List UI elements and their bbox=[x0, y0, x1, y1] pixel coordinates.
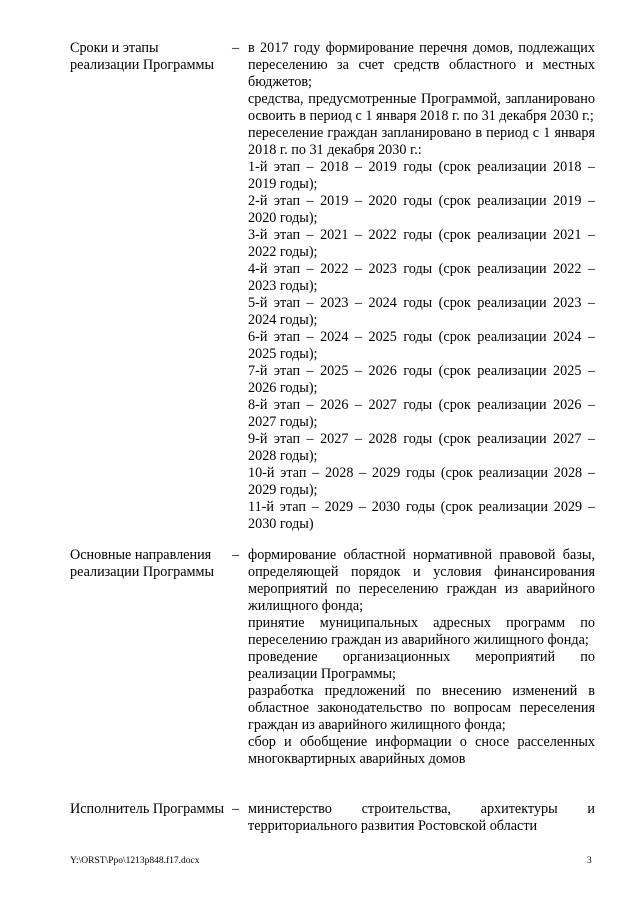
page-number: 3 bbox=[587, 856, 592, 866]
paragraph: разработка предложений по внесению изменений в областное законодательство по вопросам переселения граждан из аварийного жилищного фонда; bbox=[248, 683, 595, 733]
stage-item: 3-й этап – 2021 – 2022 годы (срок реализации 2021 – 2022 годы); bbox=[248, 227, 595, 260]
section-dash: – bbox=[232, 40, 240, 56]
paragraph: принятие муниципальных адресных программ по переселению граждан из аварийного жилищного фонда; bbox=[248, 615, 595, 648]
section-content bbox=[248, 801, 595, 835]
stage-item: 5-й этап – 2023 – 2024 годы (срок реализации 2023 – 2024 годы); bbox=[248, 295, 595, 328]
stage-item: 11-й этап – 2029 – 2030 годы (срок реализации 2029 – 2030 годы) bbox=[248, 499, 595, 532]
section-dash: – bbox=[232, 547, 240, 563]
stage-item: 8-й этап – 2026 – 2027 годы (срок реализации 2026 – 2027 годы); bbox=[248, 397, 595, 430]
stage-item: 1-й этап – 2018 – 2019 годы (срок реализации 2018 – 2019 годы); bbox=[248, 159, 595, 192]
paragraph: сбор и обобщение информации о сносе расселенных многоквартирных аварийных домов bbox=[248, 734, 595, 767]
section-content bbox=[248, 547, 595, 768]
section-label: Исполнитель Программы bbox=[70, 801, 225, 817]
stage-item: 6-й этап – 2024 – 2025 годы (срок реализации 2024 – 2025 годы); bbox=[248, 329, 595, 362]
stage-item: 2-й этап – 2019 – 2020 годы (срок реализации 2019 – 2020 годы); bbox=[248, 193, 595, 226]
paragraph: в 2017 году формирование перечня домов, подлежащих переселению за счет средств областного и местных бюджетов; bbox=[248, 40, 595, 90]
paragraph: формирование областной нормативной правовой базы, определяющей порядок и условия финансирования мероприятий по переселению граждан из аварийного жилищного фонда; bbox=[248, 547, 595, 614]
paragraph: средства, предусмотренные Программой, запланировано освоить в период с 1 января 2018 г. по 31 декабря 2030 г.; bbox=[248, 91, 595, 124]
stage-item: 7-й этап – 2025 – 2026 годы (срок реализации 2025 – 2026 годы); bbox=[248, 363, 595, 396]
paragraph: переселение граждан запланировано в период с 1 января 2018 г. по 31 декабря 2030 г.: bbox=[248, 125, 595, 158]
section-content bbox=[248, 40, 595, 533]
paragraph: проведение организационных мероприятий по реализации Программы; bbox=[248, 649, 595, 682]
section-label: Основные направления реализации Программы bbox=[70, 547, 215, 580]
stage-item: 10-й этап – 2028 – 2029 годы (срок реализации 2028 – 2029 годы); bbox=[248, 465, 595, 498]
stage-item: 4-й этап – 2022 – 2023 годы (срок реализации 2022 – 2023 годы); bbox=[248, 261, 595, 294]
section-dash: – bbox=[232, 801, 240, 817]
paragraph: министерство строительства, архитектуры и территориального развития Ростовской области bbox=[248, 801, 595, 834]
section-label: Сроки и этапы реализации Программы bbox=[70, 40, 215, 73]
footer-file-path: Y:\ORST\Ppo\1213p848.f17.docx bbox=[70, 856, 200, 866]
stage-item: 9-й этап – 2027 – 2028 годы (срок реализации 2027 – 2028 годы); bbox=[248, 431, 595, 464]
